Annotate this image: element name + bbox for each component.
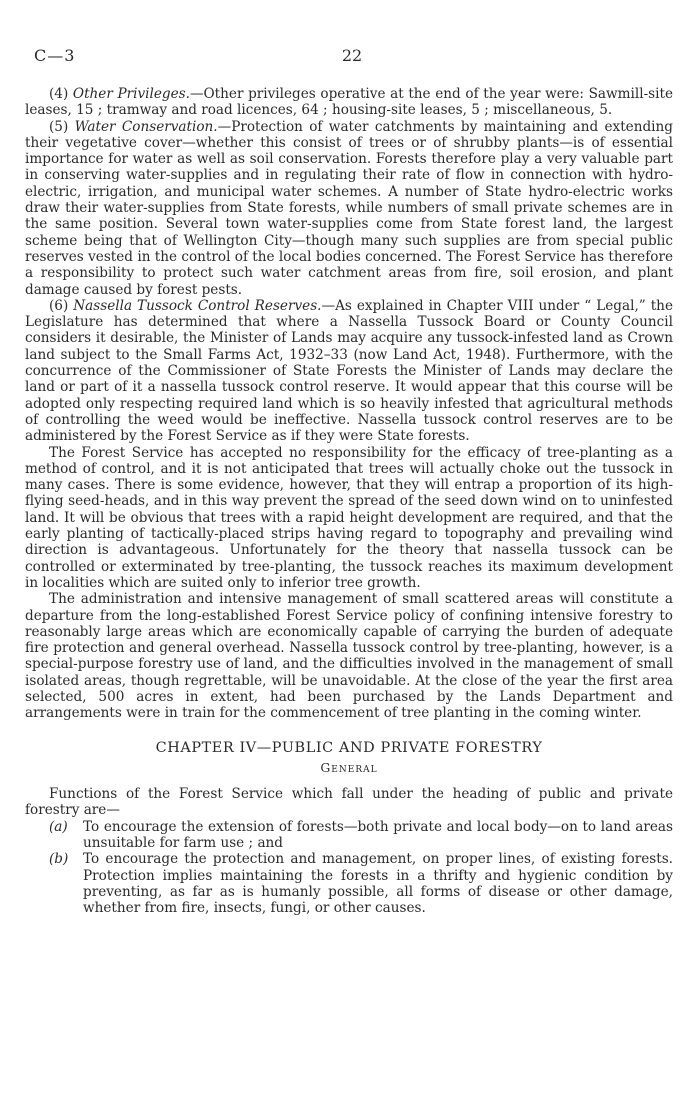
page-number: 22 [341,46,363,65]
list-item [25,819,673,852]
paragraph-administration: The administration and intensive management of small scattered areas will constitute a departure from the long-established Forest Service policy of confining intensive forestry to reasonably large areas which are economically capable of carrying the burden of adequate fire protection and general overhead. Nassella tussock control by tree-planting, however, is a special-purpose forestry use of land, and the difficulties involved in the management of small isolated areas, though regrettable, will be unavoidable. At the close of the year the first area selected, 500 acres in extent, had been purchased by the Lands Department and arrangements were in train for the commencement of tree planting in the coming winter. [25,591,673,722]
report-code: C—3 [34,46,76,65]
paragraph-text: —Other privileges operative at the end of the year were: Sawmill-site leases, 15 ; tramway and road licences, 64 ; housing-site leases, 5 ; miscellaneous, 5. [25,86,673,119]
list-item-text: To encourage the protection and management, on proper lines, of existing forests. Protection implies maintaining the forests in a thrifty and hygienic condition by preventing, as far as is humanly possible, all forms of disease or other damage, whether from fire, insects, fungi, or other causes. [83,851,673,917]
paragraph-other-privileges [25,86,673,119]
paragraph-number: (5) [49,118,69,135]
chapter-intro: Functions of the Forest Service which fall under the heading of public and private forestry are— [25,786,673,819]
paragraph-heading: Other Privileges. [72,86,190,102]
chapter-subheading: General [320,759,378,775]
paragraph-number: (6) [49,297,69,314]
page-header [34,46,670,66]
paragraph-text: —Protection of water catchments by maintaining and extending their vegetative cover—whether this consist of trees or of shrubby plants—is of essential importance for water as well as soil conservation. Forests therefore play a very valuable part in conserving water-supplies and in regulating their rate of flow in connection with hydro-electric, irrigation, and municipal water schemes. A number of State hydro-electric works draw their water-supplies from State forests, while numbers of small private schemes are in the same position. Several town water-supplies come from State forest land, the largest scheme being that of Wellington City—though many such supplies are from special public reserves vested in the control of the local bodies concerned. The Forest Service has therefore a responsibility to protect such water catchment areas from fire, soil erosion, and plant damage caused by forest pests. [25,118,673,298]
paragraph-water-conservation [25,119,673,298]
list-marker: (b) [49,851,69,868]
paragraph-text: —As explained in Chapter VIII under “ Legal,” the Legislature has determined that where a Nassella Tussock Board or County Council considers it desirable, the Minister of Lands may acquire any tussock-infested land as Crown land subject to the Small Farms Act, 1932–33 (now Land Act, 1948). Furthermore, with the concurrence of the Commissioner of State Forests the Minister of Lands may declare the land or part of it a nassella tussock control reserve. It would appear that this course will be adopted only respecting required land which is so heavily infested that agricultural methods of controlling the weed would be ineffective. Nassella tussock control reserves are to be administered by the Forest Service as if they were State forests. [25,297,673,445]
list-item-text: To encourage the extension of forests—both private and local body—on to land areas unsuitable for farm use ; and [83,818,673,852]
paragraph-tree-planting: The Forest Service has accepted no responsibility for the efficacy of tree-planting as a method of control, and it is not anticipated that trees will actually choke out the tussock in many cases. There is some evidence, however, that they will entrap a proportion of its high-flying seed-heads, and in this way prevent the spread of the seed down wind on to uninfested land. It will be obvious that trees with a rapid height development are required, and that the early planting of tactically-placed strips having regard to topography and prevailing wind direction is advantageous. Unfortunately for the theory that nassella tussock can be controlled or exterminated by tree-planting, the tussock reaches its maximum development in localities which are suited only to inferior tree growth. [25,444,673,591]
function-list [25,819,673,917]
page-body [25,86,673,917]
paragraph-heading: Water Conservation. [74,118,218,135]
paragraph-number: (4) [49,86,69,102]
list-item [25,851,673,916]
paragraph-heading: Nassella Tussock Control Reserves. [73,297,322,314]
chapter-title: CHAPTER IV—PUBLIC AND PRIVATE FORESTRY [155,739,543,756]
paragraph-nassella [25,298,673,445]
list-marker: (a) [49,818,68,835]
